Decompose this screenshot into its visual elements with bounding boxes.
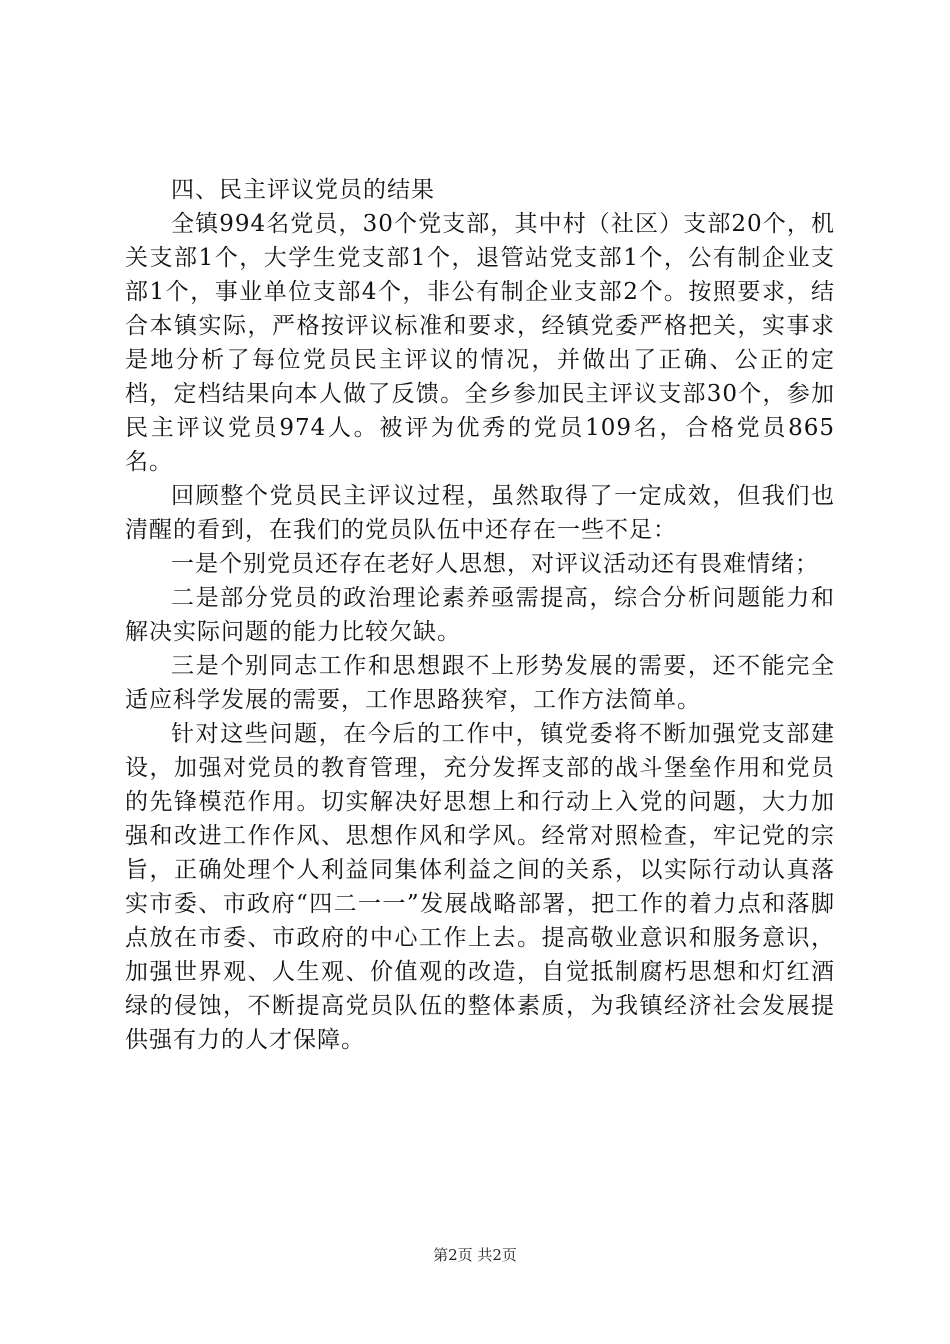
document-body <box>125 173 835 1057</box>
section-heading: 四、民主评议党员的结果 <box>171 177 435 203</box>
paragraph-measures: 针对这些问题，在今后的工作中，镇党委将不断加强党支部建设，加强对党员的教育管理，充分发挥支部的战斗堡垒作用和党员的先锋模范作用。切实解决好思想上和行动上入党的问题，大力加强和改进工作作风、思想作风和学风。经常对照检查，牢记党的宗旨，正确处理个人利益同集体利益之间的关系，以实际行动认真落实市委、市政府“四二一一”发展战略部署，把工作的着力点和落脚点放在市委、市政府的中心工作上去。提高敬业意识和服务意识，加强世界观、人生观、价值观的改造，自觉抵制腐朽思想和灯红酒绿的侵蚀，不断提高党员队伍的整体素质，为我镇经济社会发展提供强有力的人才保障。 <box>125 721 835 1053</box>
paragraph-issue-one: 一是个别党员还存在老好人思想，对评议活动还有畏难情绪； <box>171 551 819 577</box>
paragraph-results: 全镇994名党员，30个党支部，其中村（社区）支部20个，机关支部1个，大学生党支部1个，退管站党支部1个，公有制企业支部1个，事业单位支部4个，非公有制企业支部2个。按照要求，结合本镇实际，严格按评议标准和要求，经镇党委严格把关，实事求是地分析了每位党员民主评议的情况，并做出了正确、公正的定档，定档结果向本人做了反馈。全乡参加民主评议支部30个，参加民主评议党员974人。被评为优秀的党员109名，合格党员865名。 <box>125 211 835 475</box>
paragraph-issue-three: 三是个别同志工作和思想跟不上形势发展的需要，还不能完全适应科学发展的需要，工作思路狭窄，工作方法简单。 <box>125 653 835 713</box>
paragraph-issue-two: 二是部分党员的政治理论素养亟需提高，综合分析问题能力和解决实际问题的能力比较欠缺。 <box>125 585 835 645</box>
paragraph-review: 回顾整个党员民主评议过程，虽然取得了一定成效，但我们也清醒的看到，在我们的党员队伍中还存在一些不足： <box>125 483 835 543</box>
page-footer: 第2页 共2页 <box>433 1246 517 1264</box>
